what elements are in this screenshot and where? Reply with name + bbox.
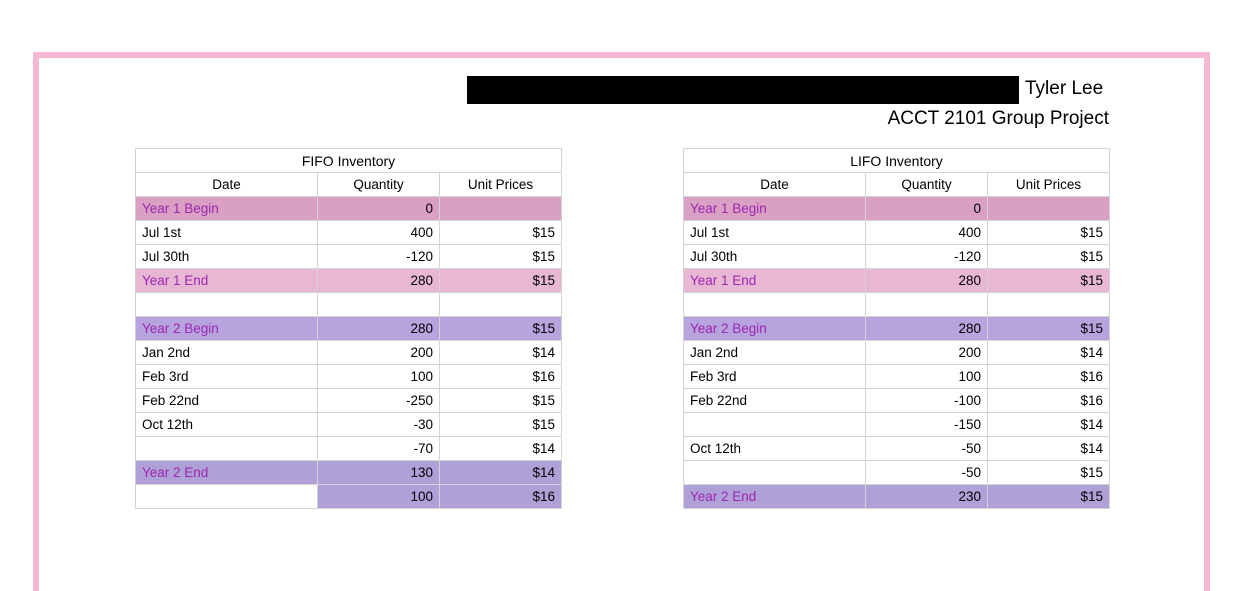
lifo-unit-price-cell — [988, 197, 1110, 221]
fifo-unit-price-cell: $14 — [440, 437, 562, 461]
fifo-date-cell: Year 2 End — [136, 461, 318, 485]
lifo-unit-price-cell: $15 — [988, 269, 1110, 293]
fifo-unit-price-cell: $15 — [440, 389, 562, 413]
lifo-unit-price-cell: $14 — [988, 413, 1110, 437]
fifo-date-cell — [136, 437, 318, 461]
table-column-header-row — [136, 173, 1110, 197]
lifo-quantity-cell: -150 — [866, 413, 988, 437]
fifo-quantity-cell — [318, 293, 440, 317]
lifo-quantity-cell: 280 — [866, 269, 988, 293]
fifo-unit-price-cell: $15 — [440, 269, 562, 293]
lifo-date-cell: Year 1 End — [684, 269, 866, 293]
table-row — [136, 197, 1110, 221]
column-gap — [562, 293, 684, 317]
fifo-date-cell — [136, 485, 318, 509]
fifo-quantity-cell: -250 — [318, 389, 440, 413]
lifo-quantity-cell — [866, 293, 988, 317]
lifo-unit-price-cell: $15 — [988, 221, 1110, 245]
lifo-header-quantity: Quantity — [866, 173, 988, 197]
table-row — [136, 269, 1110, 293]
lifo-date-cell: Jul 30th — [684, 245, 866, 269]
lifo-quantity-cell: 400 — [866, 221, 988, 245]
fifo-quantity-cell: -120 — [318, 245, 440, 269]
table-group-header-row — [136, 149, 1110, 173]
fifo-unit-price-cell: $16 — [440, 485, 562, 509]
lifo-date-cell: Year 2 End — [684, 485, 866, 509]
fifo-unit-price-cell: $14 — [440, 461, 562, 485]
fifo-header-date: Date — [136, 173, 318, 197]
lifo-unit-price-cell: $14 — [988, 341, 1110, 365]
column-gap — [562, 461, 684, 485]
lifo-date-cell: Year 2 Begin — [684, 317, 866, 341]
fifo-date-cell: Year 2 Begin — [136, 317, 318, 341]
lifo-unit-price-cell: $15 — [988, 245, 1110, 269]
table-row — [136, 485, 1110, 509]
table-row — [136, 365, 1110, 389]
column-gap — [562, 437, 684, 461]
fifo-date-cell: Oct 12th — [136, 413, 318, 437]
redacted-name-bar — [467, 76, 1019, 104]
lifo-quantity-cell: 230 — [866, 485, 988, 509]
fifo-group-title: FIFO Inventory — [136, 149, 562, 173]
lifo-date-cell: Jul 1st — [684, 221, 866, 245]
column-gap — [562, 173, 684, 197]
column-gap — [562, 269, 684, 293]
lifo-quantity-cell: -120 — [866, 245, 988, 269]
fifo-unit-price-cell: $15 — [440, 221, 562, 245]
fifo-header-unit-prices: Unit Prices — [440, 173, 562, 197]
lifo-date-cell: Feb 3rd — [684, 365, 866, 389]
column-gap — [562, 149, 684, 173]
table-body — [136, 197, 1110, 509]
fifo-date-cell: Year 1 Begin — [136, 197, 318, 221]
table-row — [136, 437, 1110, 461]
fifo-date-cell: Jan 2nd — [136, 341, 318, 365]
fifo-quantity-cell: -70 — [318, 437, 440, 461]
column-gap — [562, 485, 684, 509]
column-gap — [562, 197, 684, 221]
lifo-unit-price-cell: $15 — [988, 461, 1110, 485]
column-gap — [562, 389, 684, 413]
lifo-quantity-cell: 100 — [866, 365, 988, 389]
inventory-table — [135, 148, 1110, 509]
fifo-quantity-cell: -30 — [318, 413, 440, 437]
column-gap — [562, 245, 684, 269]
author-name: Tyler Lee — [1025, 78, 1104, 99]
fifo-date-cell: Jul 30th — [136, 245, 318, 269]
fifo-unit-price-cell: $14 — [440, 341, 562, 365]
lifo-group-title: LIFO Inventory — [684, 149, 1110, 173]
fifo-quantity-cell: 200 — [318, 341, 440, 365]
table-row — [136, 389, 1110, 413]
fifo-quantity-cell: 100 — [318, 485, 440, 509]
table-row — [136, 245, 1110, 269]
fifo-unit-price-cell: $16 — [440, 365, 562, 389]
lifo-quantity-cell: -50 — [866, 461, 988, 485]
fifo-unit-price-cell — [440, 197, 562, 221]
lifo-unit-price-cell: $16 — [988, 365, 1110, 389]
table-row — [136, 461, 1110, 485]
fifo-date-cell: Feb 22nd — [136, 389, 318, 413]
lifo-unit-price-cell: $15 — [988, 485, 1110, 509]
column-gap — [562, 341, 684, 365]
lifo-date-cell — [684, 461, 866, 485]
fifo-date-cell: Feb 3rd — [136, 365, 318, 389]
lifo-date-cell: Feb 22nd — [684, 389, 866, 413]
fifo-quantity-cell: 0 — [318, 197, 440, 221]
fifo-unit-price-cell — [440, 293, 562, 317]
column-gap — [562, 317, 684, 341]
lifo-header-date: Date — [684, 173, 866, 197]
lifo-date-cell: Oct 12th — [684, 437, 866, 461]
lifo-date-cell: Jan 2nd — [684, 341, 866, 365]
lifo-unit-price-cell: $16 — [988, 389, 1110, 413]
fifo-date-cell: Year 1 End — [136, 269, 318, 293]
fifo-quantity-cell: 130 — [318, 461, 440, 485]
fifo-unit-price-cell: $15 — [440, 245, 562, 269]
fifo-quantity-cell: 280 — [318, 269, 440, 293]
fifo-quantity-cell: 100 — [318, 365, 440, 389]
lifo-header-unit-prices: Unit Prices — [988, 173, 1110, 197]
lifo-unit-price-cell: $14 — [988, 437, 1110, 461]
lifo-quantity-cell: -100 — [866, 389, 988, 413]
column-gap — [562, 365, 684, 389]
column-gap — [562, 413, 684, 437]
lifo-date-cell: Year 1 Begin — [684, 197, 866, 221]
fifo-date-cell: Jul 1st — [136, 221, 318, 245]
lifo-quantity-cell: 200 — [866, 341, 988, 365]
table-row — [136, 413, 1110, 437]
fifo-unit-price-cell: $15 — [440, 317, 562, 341]
lifo-quantity-cell: 280 — [866, 317, 988, 341]
fifo-header-quantity: Quantity — [318, 173, 440, 197]
document-subtitle: ACCT 2101 Group Project — [887, 108, 1109, 129]
lifo-date-cell — [684, 413, 866, 437]
table-row — [136, 293, 1110, 317]
fifo-quantity-cell: 280 — [318, 317, 440, 341]
table-row — [136, 221, 1110, 245]
lifo-date-cell — [684, 293, 866, 317]
column-gap — [562, 221, 684, 245]
table-row — [136, 317, 1110, 341]
lifo-unit-price-cell — [988, 293, 1110, 317]
lifo-unit-price-cell: $15 — [988, 317, 1110, 341]
table-row — [136, 341, 1110, 365]
fifo-unit-price-cell: $15 — [440, 413, 562, 437]
lifo-quantity-cell: 0 — [866, 197, 988, 221]
spreadsheet-sheet — [39, 58, 1204, 591]
inventory-tables — [135, 148, 1110, 509]
fifo-date-cell — [136, 293, 318, 317]
lifo-quantity-cell: -50 — [866, 437, 988, 461]
fifo-quantity-cell: 400 — [318, 221, 440, 245]
